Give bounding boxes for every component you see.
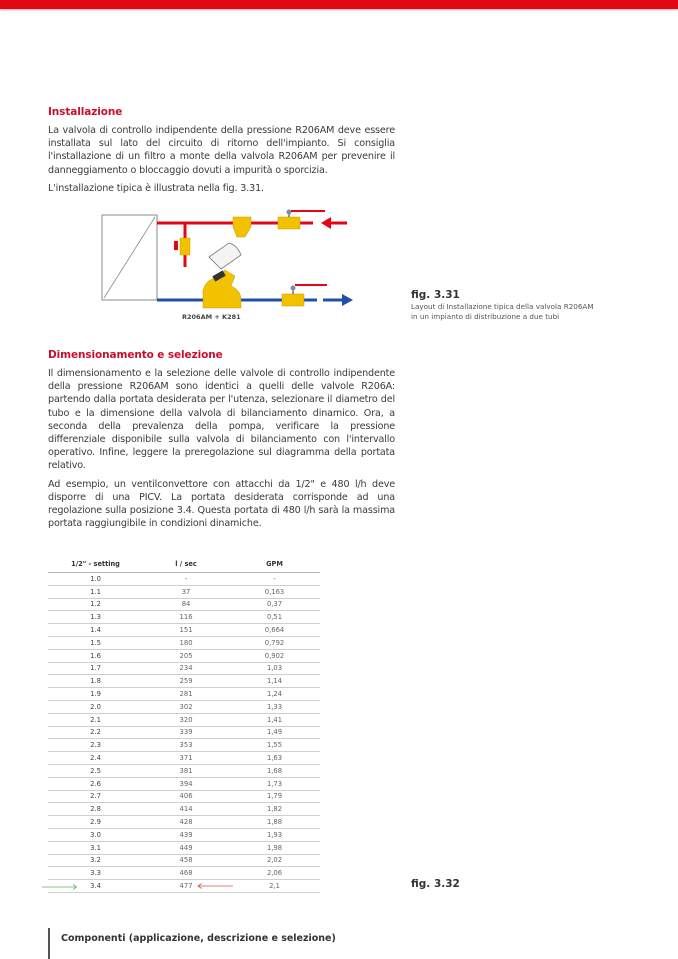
cell-flow: 353 <box>143 739 229 752</box>
fig-331-caption-line-2: in un impianto di distribuzione a due tubi <box>411 311 560 321</box>
cell-setting: 1.4 <box>48 624 143 637</box>
table-row <box>48 828 320 841</box>
fig-332-label: fig. 3.32 <box>411 878 460 890</box>
valve-model-label: R206AM + K281 <box>182 313 241 321</box>
cell-flow: 449 <box>143 841 229 854</box>
settings-flow-table <box>48 556 320 893</box>
cell-setting: 2.1 <box>48 713 143 726</box>
cell-gpm: 1,82 <box>229 803 320 816</box>
cell-gpm: - <box>229 573 320 586</box>
top-red-bar <box>0 0 678 9</box>
table-row <box>48 739 320 752</box>
cell-setting: 1.8 <box>48 675 143 688</box>
footer-chapter-title: Componenti (applicazione, descrizione e selezione) <box>61 933 336 944</box>
cell-setting: 3.3 <box>48 867 143 880</box>
cell-flow: 439 <box>143 828 229 841</box>
cell-setting: 3.1 <box>48 841 143 854</box>
cell-gpm: 2,06 <box>229 867 320 880</box>
cell-gpm: 1,93 <box>229 828 320 841</box>
table-row <box>48 841 320 854</box>
table-row <box>48 700 320 713</box>
table-row <box>48 713 320 726</box>
cell-gpm: 0,51 <box>229 611 320 624</box>
table-row <box>48 777 320 790</box>
cell-flow: 414 <box>143 803 229 816</box>
cell-gpm: 1,73 <box>229 777 320 790</box>
cell-flow: 339 <box>143 726 229 739</box>
cell-flow: 371 <box>143 752 229 765</box>
cell-gpm: 1,98 <box>229 841 320 854</box>
cell-flow: 151 <box>143 624 229 637</box>
highlighted-flow-value: 477 <box>179 882 193 891</box>
table-row <box>48 611 320 624</box>
cell-flow: 394 <box>143 777 229 790</box>
cell-setting: 2.3 <box>48 739 143 752</box>
cell-setting: 2.9 <box>48 816 143 829</box>
table-row <box>48 764 320 777</box>
cell-flow: 406 <box>143 790 229 803</box>
highlighted-setting-value: 3.4 <box>90 882 101 891</box>
dimensionamento-paragraph-1: Il dimensionamento e la selezione delle valvole di controllo indipendente della pressione R206AM sono identici a quelli delle valvole R206A: partendo dalla portata desiderata per l'utenza, selezionare il diametro del tubo e la dimensione della valvola di bilanciamento dinamico. Ora, a seconda della prevalenza della pompa, verificare la pressione differenziale disponibile sulla valvola di bilanciamento con l'intervallo operativo. Infine, leggere la preregolazione sul diagramma della portata relativo. <box>48 368 395 472</box>
cell-setting: 3.0 <box>48 828 143 841</box>
cell-flow: 468 <box>143 867 229 880</box>
cell-flow: 37 <box>143 585 229 598</box>
header-l-sec: l / sec <box>143 556 229 573</box>
table-header-row <box>48 556 320 573</box>
cell-gpm: 1,24 <box>229 688 320 701</box>
cell-flow: 381 <box>143 764 229 777</box>
cell-gpm: 0,902 <box>229 649 320 662</box>
installazione-paragraph-2: L'installazione tipica è illustrata nella fig. 3.31. <box>48 182 264 194</box>
footer-divider <box>48 928 50 959</box>
table-row <box>48 675 320 688</box>
cell-flow <box>143 880 229 893</box>
table-row <box>48 598 320 611</box>
table-row <box>48 636 320 649</box>
cell-gpm: 0,792 <box>229 636 320 649</box>
cell-setting: 1.1 <box>48 585 143 598</box>
section-title-installazione: Installazione <box>48 106 123 118</box>
table-row-highlighted <box>48 880 320 893</box>
table-row <box>48 573 320 586</box>
cell-setting: 1.0 <box>48 573 143 586</box>
cell-flow: 320 <box>143 713 229 726</box>
cell-setting: 2.0 <box>48 700 143 713</box>
cell-setting: 3.2 <box>48 854 143 867</box>
cell-flow: 428 <box>143 816 229 829</box>
cell-gpm: 1,63 <box>229 752 320 765</box>
red-arrow-left-icon <box>197 883 233 889</box>
dimensionamento-text <box>48 367 395 535</box>
cell-flow: 180 <box>143 636 229 649</box>
header-gpm: GPM <box>229 556 320 573</box>
cell-gpm: 1,79 <box>229 790 320 803</box>
cell-flow: 234 <box>143 662 229 675</box>
table-row <box>48 585 320 598</box>
header-setting: 1/2" - setting <box>48 556 143 573</box>
table-row <box>48 854 320 867</box>
cell-setting: 2.2 <box>48 726 143 739</box>
cell-gpm: 1,55 <box>229 739 320 752</box>
cell-setting: 1.7 <box>48 662 143 675</box>
fig-331-label: fig. 3.31 <box>411 289 460 301</box>
installazione-text <box>48 124 395 200</box>
installation-diagram <box>95 205 360 325</box>
cell-gpm: 1,49 <box>229 726 320 739</box>
table-row <box>48 649 320 662</box>
dimensionamento-paragraph-2: Ad esempio, un ventilconvettore con attacchi da 1/2" e 480 l/h deve disporre di una PICV. La portata desiderata corrisponde ad una regolazione sulla posizione 3.4. Questa portata di 480 l/h sarà la massima portata raggiungibile in condizioni dinamiche. <box>48 478 395 530</box>
cell-setting: 1.3 <box>48 611 143 624</box>
cell-gpm: 0,163 <box>229 585 320 598</box>
table-row <box>48 624 320 637</box>
cell-flow: 281 <box>143 688 229 701</box>
cell-gpm: 1,14 <box>229 675 320 688</box>
table-row <box>48 790 320 803</box>
cell-flow: 259 <box>143 675 229 688</box>
cell-flow: 205 <box>143 649 229 662</box>
cell-flow: 302 <box>143 700 229 713</box>
cell-setting: 2.8 <box>48 803 143 816</box>
cell-gpm: 1,68 <box>229 764 320 777</box>
cell-gpm: 0,664 <box>229 624 320 637</box>
table-row <box>48 867 320 880</box>
cell-gpm: 1,88 <box>229 816 320 829</box>
cell-setting <box>48 880 143 893</box>
cell-flow: 116 <box>143 611 229 624</box>
cell-flow: 458 <box>143 854 229 867</box>
cell-setting: 1.9 <box>48 688 143 701</box>
cell-setting: 1.6 <box>48 649 143 662</box>
table-row <box>48 688 320 701</box>
cell-setting: 2.4 <box>48 752 143 765</box>
fig-331-caption-line-1: Layout di Installazione tipica della valvola R206AM <box>411 302 594 311</box>
cell-gpm: 1,41 <box>229 713 320 726</box>
installazione-paragraph-1: La valvola di controllo indipendente della pressione R206AM deve essere installata sul lato del circuito di ritorno dell'impianto. Si consiglia l'installazione di un filtro a monte della valvola R206AM per prevenire il danneggiamento o bloccaggio dovuti a impurità o sporcizia. <box>48 125 395 176</box>
green-arrow-right-icon <box>42 884 78 890</box>
cell-setting: 2.5 <box>48 764 143 777</box>
cell-gpm: 1,03 <box>229 662 320 675</box>
cell-gpm: 2,02 <box>229 854 320 867</box>
cell-gpm: 1,33 <box>229 700 320 713</box>
cell-gpm: 0,37 <box>229 598 320 611</box>
cell-flow: 84 <box>143 598 229 611</box>
table-row <box>48 803 320 816</box>
cell-setting: 2.7 <box>48 790 143 803</box>
cell-setting: 1.2 <box>48 598 143 611</box>
section-title-dimensionamento: Dimensionamento e selezione <box>48 349 223 361</box>
cell-setting: 2.6 <box>48 777 143 790</box>
cell-flow: - <box>143 573 229 586</box>
installation-schematic-icon <box>95 205 360 325</box>
table-row <box>48 752 320 765</box>
cell-gpm: 2,1 <box>229 880 320 893</box>
table-row <box>48 726 320 739</box>
table-row <box>48 816 320 829</box>
fig-331-caption <box>411 302 594 321</box>
cell-setting: 1.5 <box>48 636 143 649</box>
table-row <box>48 662 320 675</box>
